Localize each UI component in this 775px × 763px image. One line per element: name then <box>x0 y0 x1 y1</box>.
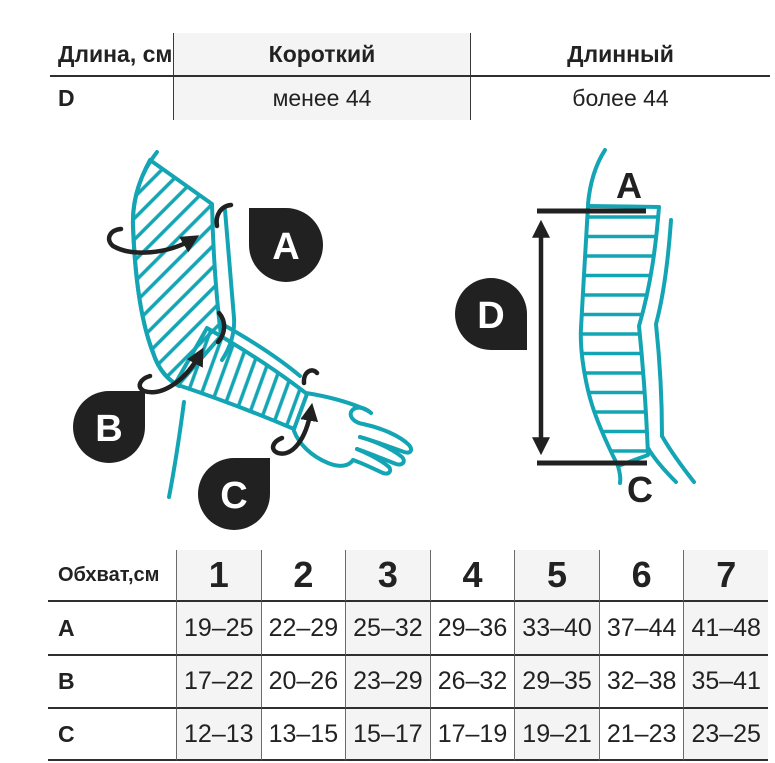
girth-cell-b4: 26–32 <box>430 656 515 709</box>
length-row-long-value: более 44 <box>572 85 669 111</box>
girth-cell-b6: 32–38 <box>599 656 684 709</box>
top-mark-letter: A <box>616 165 642 206</box>
girth-row-a-label: A <box>48 602 176 656</box>
girth-cell-c7: 23–25 <box>683 709 768 761</box>
length-table <box>50 33 770 120</box>
girth-cell-c5: 19–21 <box>514 709 599 761</box>
sleeve-shoulder-curve <box>588 150 605 204</box>
girth-cell-b7: 35–41 <box>683 656 768 709</box>
badge-a-letter: A <box>272 226 300 268</box>
girth-header-size-2: 2 <box>261 550 346 602</box>
girth-cell-a1: 19–25 <box>176 602 261 656</box>
girth-row-c-label: C <box>48 709 176 761</box>
badge-a-icon <box>249 208 323 282</box>
bottom-mark-letter: C <box>627 469 653 510</box>
girth-cell-c4: 17–19 <box>430 709 515 761</box>
length-table-header-short: Короткий <box>173 33 471 77</box>
length-table-header-long: Длинный <box>471 33 770 77</box>
body-side-line <box>169 402 184 497</box>
arm-circumference-illustration <box>73 152 411 530</box>
girth-cell-c1: 12–13 <box>176 709 261 761</box>
badge-d-icon <box>455 278 527 350</box>
girth-header-size-5: 5 <box>514 550 599 602</box>
girth-table-caption: Обхват,см <box>48 550 176 602</box>
girth-cell-a7: 41–48 <box>683 602 768 656</box>
girth-header-size-4: 4 <box>430 550 515 602</box>
girth-cell-c6: 21–23 <box>599 709 684 761</box>
length-row-short-value: менее 44 <box>173 77 471 120</box>
sleeve-length-illustration <box>455 150 694 510</box>
girth-cell-a6: 37–44 <box>599 602 684 656</box>
arm-behind-silhouette <box>656 220 671 436</box>
girth-cell-c3: 15–17 <box>345 709 430 761</box>
badge-d-letter: D <box>477 295 505 337</box>
girth-cell-b1: 17–22 <box>176 656 261 709</box>
badge-b-letter: B <box>95 408 123 450</box>
length-sleeve-hatch <box>581 206 659 466</box>
measurement-diagram <box>0 130 775 545</box>
girth-cell-b3: 23–29 <box>345 656 430 709</box>
length-table-header-length: Длина, см <box>50 33 173 77</box>
girth-cell-a4: 29–36 <box>430 602 515 656</box>
badge-c-letter: C <box>220 475 248 517</box>
badge-b-icon <box>73 391 145 463</box>
girth-cell-b5: 29–35 <box>514 656 599 709</box>
sleeve-bottom-tail <box>618 466 620 483</box>
girth-header-size-6: 6 <box>599 550 684 602</box>
girth-cell-b2: 20–26 <box>261 656 346 709</box>
girth-header-size-1: 1 <box>176 550 261 602</box>
girth-header-size-7: 7 <box>683 550 768 602</box>
girth-row-b-label: B <box>48 656 176 709</box>
hand-outline <box>294 393 411 474</box>
girth-cell-a2: 22–29 <box>261 602 346 656</box>
girth-cell-a5: 33–40 <box>514 602 599 656</box>
girth-cell-a3: 25–32 <box>345 602 430 656</box>
girth-table <box>48 550 768 761</box>
girth-cell-c2: 13–15 <box>261 709 346 761</box>
girth-header-size-3: 3 <box>345 550 430 602</box>
badge-c-icon <box>198 458 270 530</box>
length-row-label: D <box>58 85 75 111</box>
